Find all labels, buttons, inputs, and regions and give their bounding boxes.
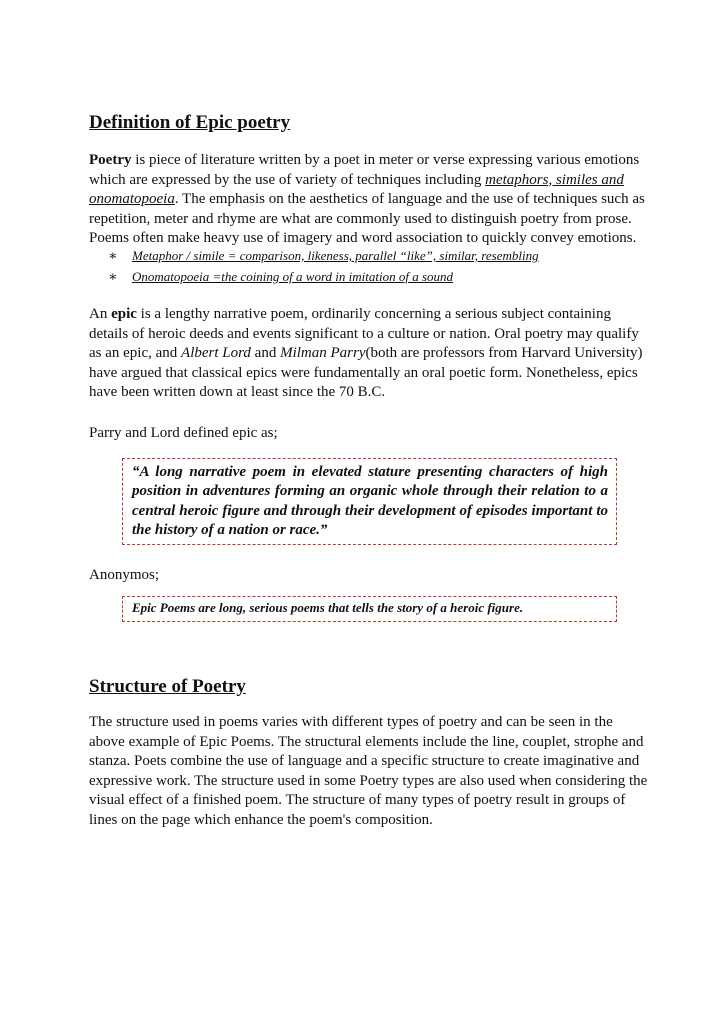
term-poetry: Poetry xyxy=(89,152,132,168)
poetry-text-b: . The emphasis on the aesthetics of language and the use of techniques such as repetition, meter and rhyme are what are commonly used to distinguish poetry from prose. Poems often make heavy use of imagery and word association to quickly convey emotions. xyxy=(89,191,645,246)
techniques-link[interactable]: metaphors, similes and onomatopoeia xyxy=(89,171,624,207)
asterisk-bullet-icon: ∗ xyxy=(108,270,118,285)
epic-text-a: An xyxy=(89,306,112,322)
poetry-text-a: is piece of literature written by a poet in meter or verse expressing various emotions which are expressed by the use of variety of techniques including xyxy=(89,152,640,188)
parry-lord-intro: Parry and Lord defined epic as; xyxy=(89,425,278,441)
epic-text-d: (both are professors from Harvard University) have argued that classical epics were fundamentally an oral poetic form. Nonetheless, epics have been written down at least since the 70 B.C. xyxy=(89,345,643,400)
epic-quote-box xyxy=(122,458,617,545)
bullet-item xyxy=(108,246,539,267)
epic-text-c: and xyxy=(250,345,281,361)
epic-quote-text: “A long narrative poem in elevated stature presenting characters of high position in adventures forming an organic whole through their relation to a central heroic figure and through their development of episodes important to the history of a nation or race.” xyxy=(132,464,608,538)
asterisk-bullet-icon: ∗ xyxy=(108,249,118,264)
anonymous-quote-box xyxy=(122,596,617,622)
epic-text-b: is a lengthy narrative poem, ordinarily concerning a serious subject containing details of heroic deeds and events significant to a culture or nation. Oral poetry may qualify as an epic, and xyxy=(89,306,639,361)
anonymous-intro: Anonymos; xyxy=(89,567,160,583)
poetry-definition-paragraph xyxy=(89,151,649,249)
bullet-text: Metaphor / simile = comparison, likeness, parallel “like”, similar, resembling xyxy=(132,248,539,263)
name-milman-parry: Milman Parry xyxy=(280,345,366,361)
definition-bullet-list xyxy=(108,246,539,288)
name-albert-lord: Albert Lord xyxy=(181,345,251,361)
section-title-structure: Structure of Poetry xyxy=(89,676,246,697)
section-title-definition: Definition of Epic poetry xyxy=(89,112,291,133)
epic-definition-paragraph xyxy=(89,305,649,403)
anonymous-quote-text: Epic Poems are long, serious poems that tells the story of a heroic figure. xyxy=(132,600,524,615)
structure-paragraph: The structure used in poems varies with different types of poetry and can be seen in the above example of Epic Poems. The structural elements include the line, couplet, strophe and stanza. Poets combine the use of language and a specific structure to create imaginative and expressive work. The structure used in some Poetry types are also used when considering the visual effect of a finished poem. The structure of many types of poetry result in groups of lines on the page which enhance the poem's composition. xyxy=(89,714,648,828)
term-epic: epic xyxy=(111,306,137,322)
bullet-item xyxy=(108,267,539,288)
bullet-text: Onomatopoeia =the coining of a word in imitation of a sound xyxy=(132,269,454,284)
